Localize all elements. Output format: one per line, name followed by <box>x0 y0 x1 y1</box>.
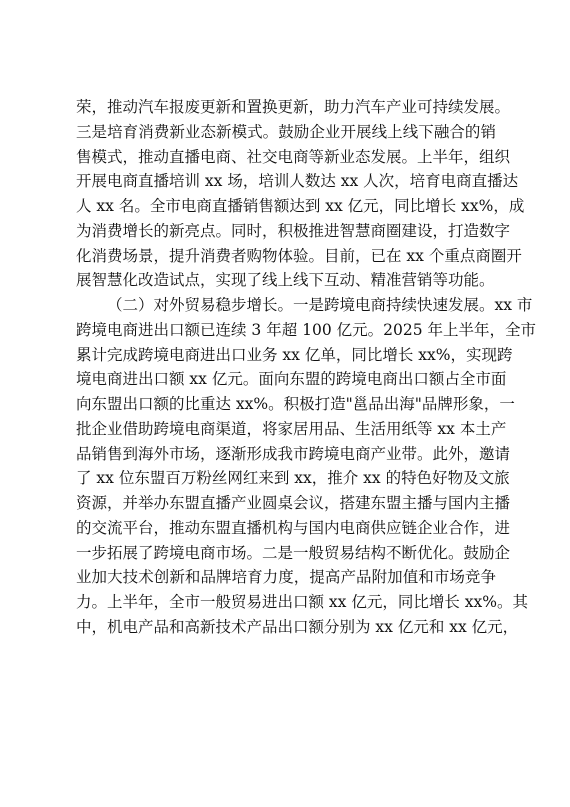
text-line: 化消费场景，提升消费者购物体验。目前，已在 xx 个重点商圈开 <box>76 246 522 265</box>
text-line: 中，机电产品和高新技术产品出口额分别为 xx 亿元和 xx 亿元， <box>76 617 519 636</box>
text-line: 人 xx 名。全市电商直播销售额达到 xx 亿元，同比增长 xx%，成 <box>76 197 525 215</box>
text-line: 售模式，推动直播电商、社交电商等新业态发展。上半年，组织 <box>76 147 511 166</box>
text-line: 资源，并举办东盟直播产业圆桌会议，搭建东盟主播与国内主播 <box>76 494 511 512</box>
text-line: 开展电商直播培训 xx 场，培训人数达 xx 人次，培育电商直播达 <box>76 172 519 191</box>
text-line: 荣，推动汽车报废更新和置换更新，助力汽车产业可持续发展。 <box>76 98 511 116</box>
text-line: 向东盟出口额的比重达 xx%。积极打造"邕品出海"品牌形象，一 <box>76 395 515 413</box>
text-line: 境电商进出口额 xx 亿元。面向东盟的跨境电商出口额占全市面 <box>76 370 507 389</box>
text-line: 展智慧化改造试点，实现了线上线下互动、精准营销等功能。 <box>76 271 495 290</box>
text-line: 累计完成跨境电商进出口业务 xx 亿单，同比增长 xx%，实现跨 <box>76 345 513 364</box>
section-heading-line: （二）对外贸易稳步增长。一是跨境电商持续快速发展。xx 市 <box>107 296 533 314</box>
text-line: 业加大技术创新和品牌培育力度，提高产品附加值和市场竞争 <box>76 568 496 587</box>
text-line: 品销售到海外市场，逐渐形成我市跨境电商产业带。此外，邀请 <box>76 444 511 463</box>
body-text <box>76 95 537 640</box>
text-line: 的交流平台，推动东盟直播机构与国内电商供应链企业合作，进 <box>76 518 511 537</box>
text-line: 力。上半年，全市一般贸易进出口额 xx 亿元，同比增长 xx%。其 <box>76 593 528 611</box>
text-line: 为消费增长的新亮点。同时，积极推进智慧商圈建设，打造数字 <box>76 221 511 240</box>
text-line: 一步拓展了跨境电商市场。二是一般贸易结构不断优化。鼓励企 <box>76 543 511 562</box>
text-line: 三是培育消费新业态新模式。鼓励企业开展线上线下融合的销 <box>76 122 496 141</box>
text-line: 批企业借助跨境电商渠道，将家居用品、生活用纸等 xx 本土产 <box>76 419 507 438</box>
text-line: 跨境电商进出口额已连续 3 年超 100 亿元。2025 年上半年，全市 <box>76 320 537 339</box>
text-line: 了 xx 位东盟百万粉丝网红来到 xx，推介 xx 的特色好物及文旅 <box>76 469 510 488</box>
